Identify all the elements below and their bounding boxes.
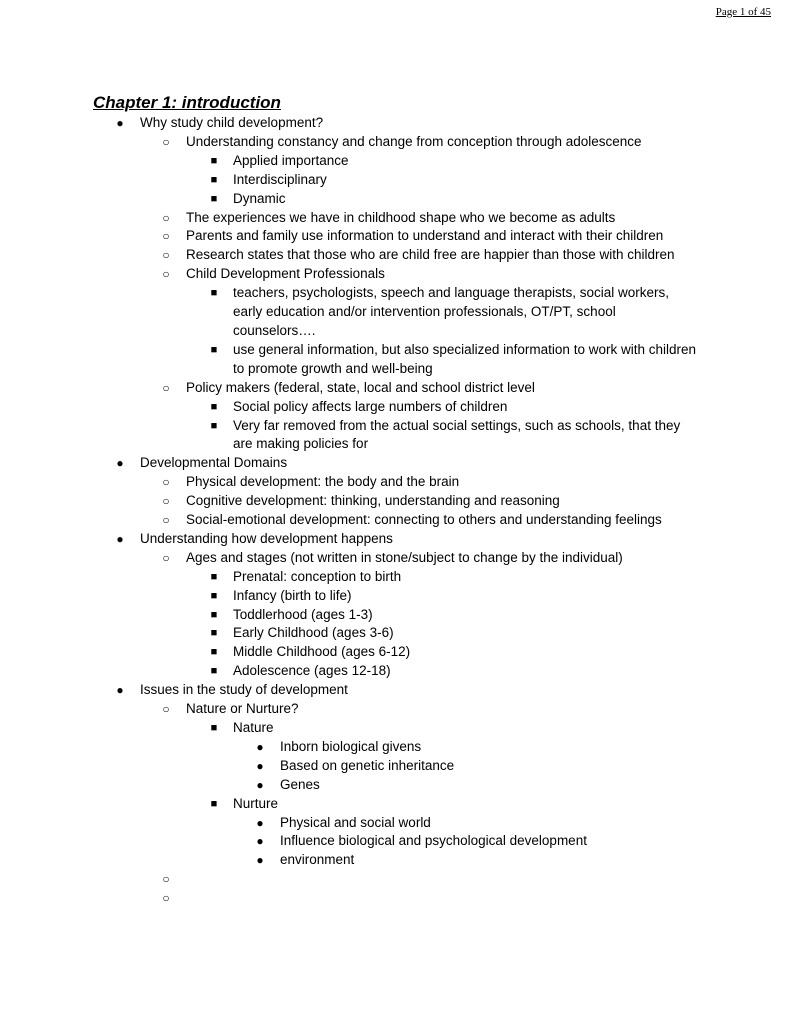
outline-item-level-3 — [0, 719, 791, 738]
outline-item-text: Interdisciplinary — [233, 171, 327, 187]
bullet-icon: ■ — [210, 722, 218, 734]
outline-item-level-4 — [0, 851, 791, 870]
outline-item-text: Why study child development? — [140, 115, 324, 130]
outline-item-text: Understanding constancy and change from conception through adolescence — [186, 133, 642, 149]
outline-item-level-2 — [0, 473, 791, 492]
outline-item-text: Physical and social world — [280, 814, 431, 830]
bullet-icon: ■ — [210, 646, 218, 659]
outline-item-text: Issues in the study of development — [140, 682, 348, 698]
outline-item-level-3 — [0, 284, 791, 341]
outline-item-text: Social-emotional development: connecting to others and understanding feelings — [186, 512, 662, 528]
outline-item-text: Understanding how development happens — [140, 530, 393, 546]
outline-item-level-3 — [0, 398, 791, 417]
outline-item-level-2 — [0, 870, 791, 889]
outline-item-text: The experiences we have in childhood shape who we become as adults — [186, 209, 616, 225]
outline-item-level-2 — [0, 700, 791, 719]
bullet-icon: ■ — [210, 665, 218, 678]
bullet-icon: ■ — [210, 627, 218, 640]
outline-item-level-3 — [0, 417, 791, 455]
outline-item-text — [186, 870, 696, 889]
outline-item-text: environment — [280, 852, 355, 868]
bullet-icon: ○ — [162, 380, 170, 395]
outline-item-level-3 — [0, 568, 791, 587]
outline-item-level-4 — [0, 738, 791, 757]
bullet-icon: ● — [256, 853, 264, 868]
outline-item-text: Infancy (birth to life) — [233, 587, 352, 603]
bullet-icon: ● — [256, 815, 264, 830]
outline-item-level-3 — [0, 606, 791, 625]
bullet-icon: ■ — [210, 797, 218, 810]
bullet-icon: ● — [116, 531, 124, 546]
outline-item-text: Applied importance — [233, 152, 349, 168]
outline-item-level-4 — [0, 776, 791, 795]
bullet-icon: ● — [256, 777, 264, 792]
bullet-icon: ■ — [210, 154, 218, 167]
outline-item-level-3 — [0, 171, 791, 190]
bullet-icon: ● — [256, 834, 264, 849]
outline-item-text: Middle Childhood (ages 6-12) — [233, 644, 411, 660]
notes-outline — [0, 114, 791, 908]
outline-item-text: Physical development: the body and the brain — [186, 474, 460, 490]
bullet-icon: ● — [256, 758, 264, 773]
outline-item-text: Research states that those who are child free are happier than those with children — [186, 247, 675, 263]
bullet-icon: ○ — [162, 872, 170, 887]
outline-item-level-2 — [0, 246, 791, 265]
bullet-icon: ● — [116, 116, 124, 130]
outline-item-text: use general information, but also specialized information to work with children to promote growth and well-being — [233, 341, 696, 376]
bullet-icon: ■ — [210, 287, 218, 300]
outline-item-level-3 — [0, 341, 791, 379]
bullet-icon: ○ — [162, 513, 170, 528]
chapter-title: Chapter 1: introduction — [93, 93, 281, 112]
outline-item-text: Nature or Nurture? — [186, 701, 299, 717]
outline-item-level-2 — [0, 209, 791, 228]
outline-item-text: Adolescence (ages 12-18) — [233, 663, 391, 679]
outline-item-level-2 — [0, 492, 791, 511]
outline-item-level-3 — [0, 795, 791, 814]
bullet-icon: ■ — [210, 343, 218, 356]
outline-item-text: Nurture — [233, 795, 279, 811]
outline-item-level-3 — [0, 587, 791, 606]
bullet-icon: ■ — [210, 419, 218, 432]
outline-item-text: Dynamic — [233, 190, 286, 206]
outline-item-text: Prenatal: conception to birth — [233, 568, 402, 584]
bullet-icon: ○ — [162, 267, 170, 282]
outline-item-level-2 — [0, 511, 791, 530]
outline-item-level-4 — [0, 814, 791, 833]
bullet-icon: ○ — [162, 891, 170, 906]
outline-item-level-4 — [0, 832, 791, 851]
outline-item-level-3 — [0, 643, 791, 662]
outline-item-text: Toddlerhood (ages 1-3) — [233, 606, 373, 622]
outline-item-text: Social policy affects large numbers of children — [233, 398, 508, 414]
outline-item-level-1 — [0, 454, 791, 473]
outline-item-text — [186, 889, 696, 908]
bullet-icon: ■ — [210, 192, 218, 205]
outline-item-level-3 — [0, 662, 791, 681]
outline-item-text: Ages and stages (not written in stone/subject to change by the individual) — [186, 549, 623, 565]
bullet-icon: ○ — [162, 248, 170, 263]
outline-item-text: Parents and family use information to understand and interact with their children — [186, 228, 664, 244]
bullet-icon: ● — [116, 456, 124, 471]
outline-item-level-3 — [0, 152, 791, 171]
bullet-icon: ■ — [210, 570, 218, 583]
bullet-icon: ■ — [210, 173, 218, 186]
outline-item-text: Nature — [233, 720, 274, 735]
outline-item-text: Child Development Professionals — [186, 266, 385, 282]
bullet-icon: ■ — [210, 608, 218, 621]
outline-item-text: teachers, psychologists, speech and language therapists, social workers, early education and/or intervention professionals, OT/PT, school counselors…. — [233, 285, 669, 338]
outline-item-text: Very far removed from the actual social settings, such as schools, that they are making policies for — [233, 417, 681, 452]
bullet-icon: ○ — [162, 550, 170, 565]
bullet-icon: ● — [116, 683, 124, 698]
outline-item-text: Genes — [280, 776, 320, 792]
bullet-icon: ■ — [210, 400, 218, 413]
outline-item-level-2 — [0, 889, 791, 908]
bullet-icon: ■ — [210, 589, 218, 602]
outline-item-level-4 — [0, 757, 791, 776]
bullet-icon: ○ — [162, 475, 170, 490]
bullet-icon: ○ — [162, 494, 170, 509]
outline-item-text: Cognitive development: thinking, understanding and reasoning — [186, 493, 560, 509]
outline-item-level-3 — [0, 190, 791, 209]
outline-item-level-1 — [0, 114, 791, 133]
outline-item-level-1 — [0, 530, 791, 549]
bullet-icon: ○ — [162, 702, 170, 717]
outline-item-text: Inborn biological givens — [280, 738, 422, 754]
outline-item-text: Based on genetic inheritance — [280, 757, 455, 773]
outline-item-level-2 — [0, 379, 791, 398]
bullet-icon: ○ — [162, 134, 170, 149]
outline-item-level-2 — [0, 133, 791, 152]
outline-item-level-2 — [0, 265, 791, 284]
bullet-icon: ● — [256, 739, 264, 754]
outline-item-level-3 — [0, 624, 791, 643]
outline-item-text: Developmental Domains — [140, 455, 288, 471]
outline-item-level-1 — [0, 681, 791, 700]
outline-item-text: Early Childhood (ages 3-6) — [233, 625, 394, 641]
outline-item-level-2 — [0, 227, 791, 246]
outline-item-level-2 — [0, 549, 791, 568]
bullet-icon: ○ — [162, 210, 170, 225]
outline-item-text: Influence biological and psychological development — [280, 833, 587, 849]
outline-item-text: Policy makers (federal, state, local and school district level — [186, 379, 535, 395]
page-number: Page 1 of 45 — [715, 6, 771, 18]
bullet-icon: ○ — [162, 229, 170, 244]
